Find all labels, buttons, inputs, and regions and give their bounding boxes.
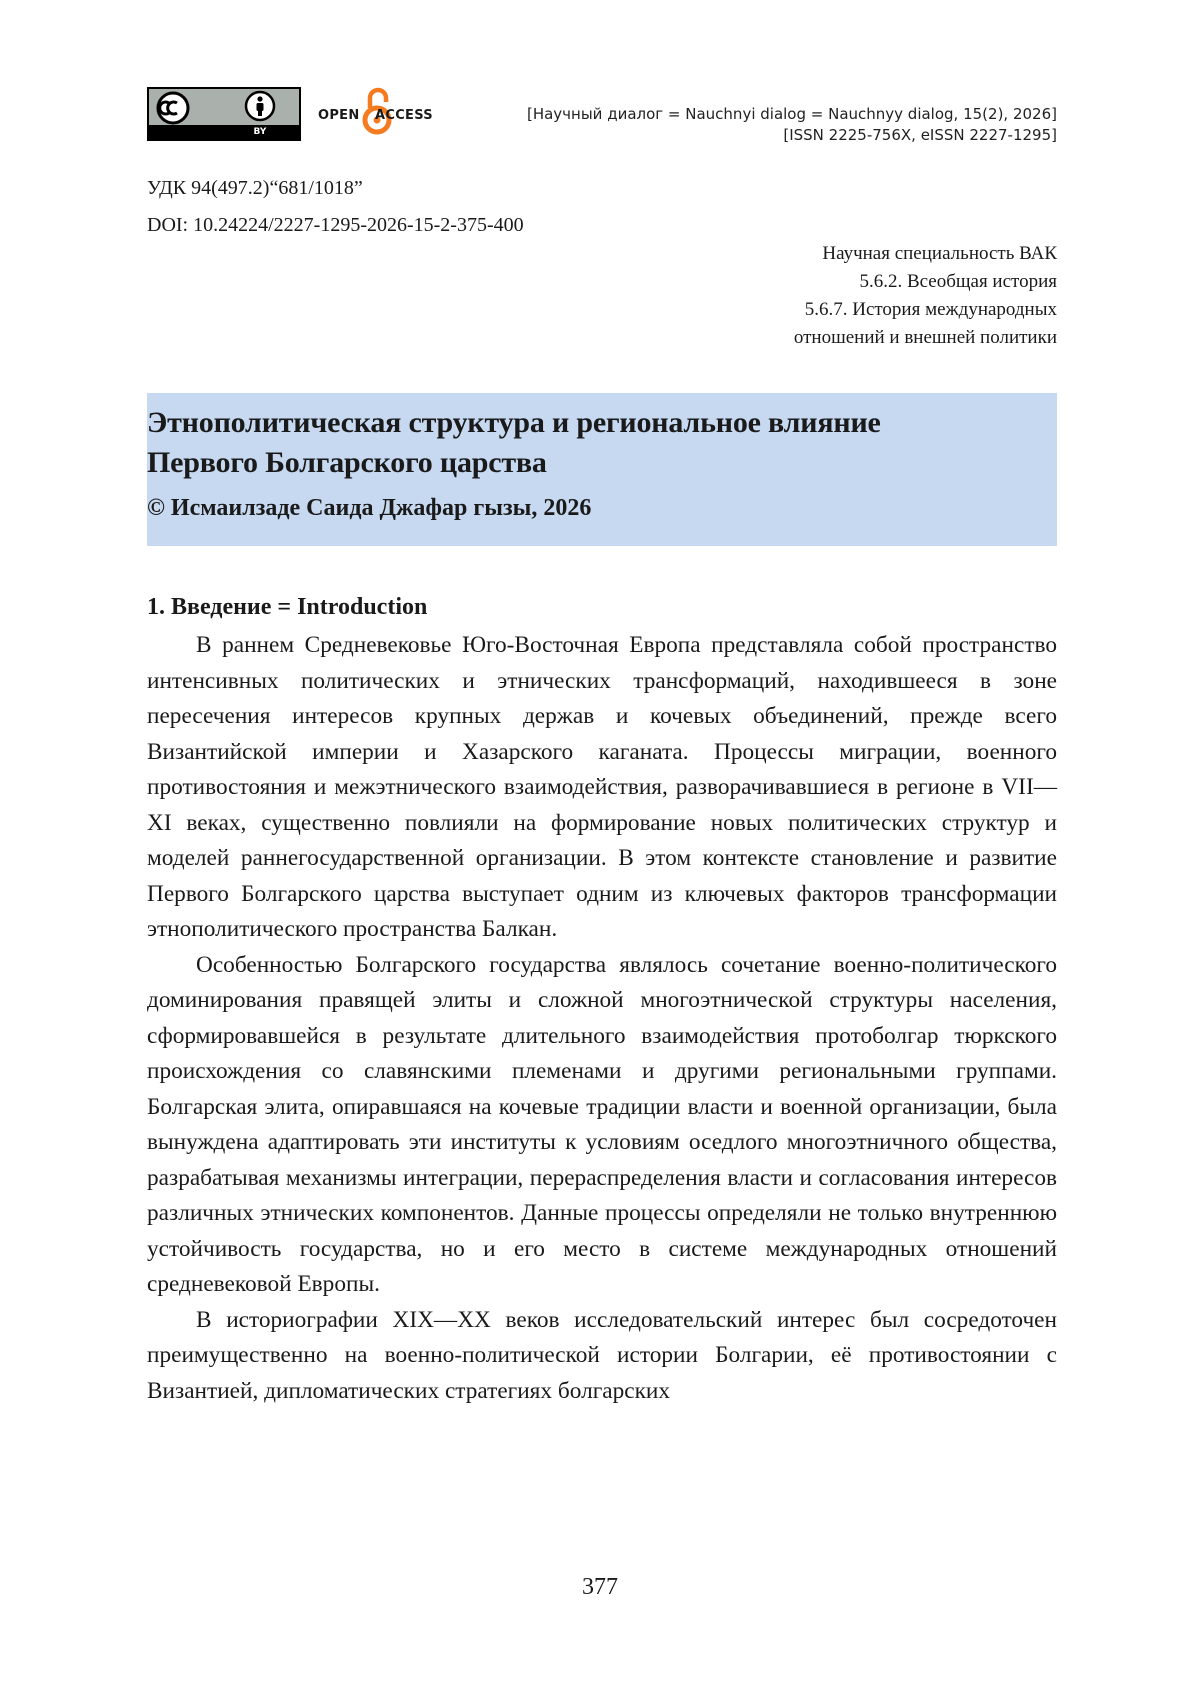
author-copyright: © Исмаилзаде Саида Джафар гызы, 2026 [147,495,592,521]
access-label: ACCESS [375,108,433,123]
journal-citation: [Научный диалог = Nauchnyi dialog = Nauchnyy dialog, 15(2), 2026] [526,105,1057,123]
vak-specialty [794,240,1057,352]
journal-reference [527,104,1057,146]
title-line-1: Этнополитическая структура и региональное влияние [147,406,881,439]
doi-link[interactable]: DOI: 10.24224/2227-1295-2026-15-2-375-400 [147,214,524,236]
title-line-2: Первого Болгарского царства [147,446,547,479]
person-icon [240,89,280,125]
vak-code-continuation: отношений и внешней политики [793,327,1057,348]
open-access-logo[interactable] [318,86,458,138]
vak-heading: Научная специальность ВАК [822,243,1057,264]
vak-code-general-history: 5.6.2. Всеобщая история [859,271,1057,292]
cc-by-license-badge[interactable] [147,87,301,141]
udk-code: УДК 94(497.2)“681/1018” [147,177,363,199]
vak-code-international-relations: 5.6.7. История международных [804,299,1057,320]
cc-badge-bar [149,125,299,139]
paragraph: Особенностью Болгарского государства являлось сочетание военно-политического доминирования правящей элиты и сложной многоэтнической структуры населения, сформировавшейся в результате длительного взаимодействия протоболгар тюркского происхождения со славянскими племенами и другими региональными группами. Болгарская элита, опиравшаяся на кочевые традиции власти и военной организации, была вынуждена адаптировать эти институты к условиям оседлого многоэтничного общества, разрабатывая механизмы интеграции, перераспределения власти и согласования интересов различных этнических компонентов. Данные процессы определяли не только внутреннюю устойчивость государства, но и его место в системе международных отношений средневековой Европы. [147,951,1057,1297]
body-text [147,628,1057,1409]
paragraph: В историографии XIX—XX веков исследовательский интерес был сосредоточен преимущественно на военно-политической истории Болгарии, её противостоянии с Византией, дипломатических стратегиях болгарских [147,1306,1057,1404]
journal-issn: [ISSN 2225-756X, eISSN 2227-1295] [783,126,1057,144]
title-block [147,393,1057,546]
article-title [147,403,1057,483]
section-heading: 1. Введение = Introduction [147,594,428,620]
page-number: 377 [582,1574,618,1600]
open-label: OPEN [318,108,360,123]
paragraph: В раннем Средневековье Юго-Восточная Европа представляла собой пространство интенсивных политических и этнических трансформаций, находившееся в зоне пересечения интересов крупных держав и кочевых объединений, прежде всего Византийской империи и Хазарского каганата. Процессы миграции, военного противостояния и межэтнического взаимодействия, разворачивавшиеся в регионе в VII—XI веках, существенно повлияли на формирование новых политических структур и моделей раннегосударственной организации. В этом контексте становление и развитие Первого Болгарского царства выступает одним из ключевых факторов трансформации этнополитического пространства Балкан. [147,632,1057,942]
cc-by-label: BY [253,127,267,137]
